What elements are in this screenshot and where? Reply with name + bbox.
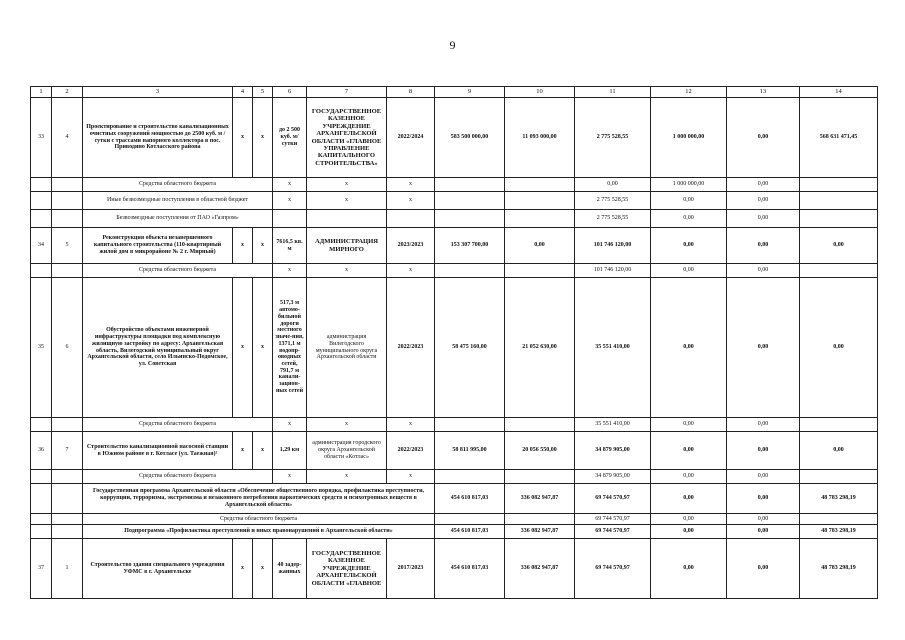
customer: администрация городского округа Архангельской области «Котлас» xyxy=(307,432,387,470)
amount-cell: 0,00 xyxy=(727,210,800,228)
amount-cell: 583 500 000,00 xyxy=(435,98,505,178)
amount-cell: 101 746 120,00 xyxy=(575,228,651,264)
funding-source: Средства областного бюджета xyxy=(83,418,273,432)
amount-cell: 454 610 817,03 xyxy=(435,525,505,539)
amount-cell: 0,00 xyxy=(727,264,800,278)
amount-cell: 0,00 xyxy=(800,278,878,418)
object-name: Строительство канализационной насосной станции в Южном районе в г. Котласе (ул. Таежная)² xyxy=(83,432,233,470)
funding-source: Средства областного бюджета xyxy=(83,470,273,484)
row-subnumber: 6 xyxy=(52,278,83,418)
object-name: Проектирование и строительство канализационных очистных сооружений мощностью до 2500 куб. м / сутки с трассами напорного коллектора в пос. Приводино Котласского района xyxy=(83,98,233,178)
amount-cell: 0,00 xyxy=(800,432,878,470)
table-row xyxy=(31,432,878,470)
amount-cell: 0,00 xyxy=(727,432,800,470)
amount-cell: 336 082 947,87 xyxy=(505,539,575,599)
amount-cell: 0,00 xyxy=(651,514,727,525)
cell: х xyxy=(253,432,273,470)
funding-source: Безвозмездные поступления от ПАО «Газпром» xyxy=(83,210,273,228)
column-number: 3 xyxy=(83,87,233,98)
cell: х xyxy=(253,539,273,599)
amount-cell: 2 775 528,55 xyxy=(575,210,651,228)
amount-cell: 58 475 160,00 xyxy=(435,278,505,418)
column-number: 9 xyxy=(435,87,505,98)
amount-cell: 454 610 817,03 xyxy=(435,484,505,514)
table-row xyxy=(31,539,878,599)
column-number: 8 xyxy=(387,87,435,98)
cell: х xyxy=(387,264,435,278)
amount-cell: 101 746 120,00 xyxy=(575,264,651,278)
table-row xyxy=(31,514,878,525)
cell: х xyxy=(307,264,387,278)
amount-cell: 21 052 630,00 xyxy=(505,278,575,418)
column-number: 12 xyxy=(651,87,727,98)
cell: х xyxy=(387,192,435,210)
subprogram-row xyxy=(31,525,878,539)
amount-cell: 34 879 905,00 xyxy=(575,470,651,484)
cell: х xyxy=(307,418,387,432)
table-row xyxy=(31,278,878,418)
cell: х xyxy=(307,470,387,484)
object-capacity: 517,3 м автомо-бильной дороги местного значе-ния, 1371,1 м водопр-оводных сетей, 791,7 м канали-зацион-ных сетей xyxy=(273,278,307,418)
amount-cell: 0,00 xyxy=(651,484,727,514)
amount-cell: 336 082 947,87 xyxy=(505,525,575,539)
amount-cell: 0,00 xyxy=(800,228,878,264)
construction-years: 2017/2023 xyxy=(387,539,435,599)
row-subnumber: 4 xyxy=(52,98,83,178)
cell: х xyxy=(307,178,387,192)
column-number: 7 xyxy=(307,87,387,98)
table-row xyxy=(31,192,878,210)
amount-cell: 0,00 xyxy=(651,264,727,278)
investment-table xyxy=(30,86,878,599)
amount-cell: 0,00 xyxy=(651,192,727,210)
funding-source: Средства областного бюджета xyxy=(83,178,273,192)
amount-cell: 0,00 xyxy=(727,539,800,599)
row-number: 34 xyxy=(31,228,52,264)
amount-cell: 0,00 xyxy=(727,525,800,539)
cell: х xyxy=(387,418,435,432)
column-number: 2 xyxy=(52,87,83,98)
object-capacity: 40 задер-жанных xyxy=(273,539,307,599)
construction-years: 2023/2023 xyxy=(387,228,435,264)
object-capacity: до 2 500 куб. м/ сутки xyxy=(273,98,307,178)
cell: х xyxy=(273,178,307,192)
amount-cell: 0,00 xyxy=(651,525,727,539)
amount-cell: 20 056 550,00 xyxy=(505,432,575,470)
table-row xyxy=(31,98,878,178)
amount-cell: 568 631 471,45 xyxy=(800,98,878,178)
amount-cell: 48 783 298,19 xyxy=(800,525,878,539)
amount-cell: 0,00 xyxy=(651,228,727,264)
amount-cell: 0,00 xyxy=(727,484,800,514)
amount-cell: 1 000 000,00 xyxy=(651,98,727,178)
table-row xyxy=(31,210,878,228)
object-capacity: 1,29 км xyxy=(273,432,307,470)
table-row xyxy=(31,228,878,264)
cell: х xyxy=(233,278,253,418)
amount-cell: 0,00 xyxy=(727,192,800,210)
row-number: 35 xyxy=(31,278,52,418)
amount-cell: 0,00 xyxy=(727,418,800,432)
cell: х xyxy=(273,418,307,432)
amount-cell: 0,00 xyxy=(651,539,727,599)
cell: х xyxy=(273,470,307,484)
object-name: Строительство здания специального учреждения УФМС в г. Архангельске xyxy=(83,539,233,599)
column-number: 10 xyxy=(505,87,575,98)
row-number: 37 xyxy=(31,539,52,599)
amount-cell: 0,00 xyxy=(727,514,800,525)
amount-cell: 336 082 947,87 xyxy=(505,484,575,514)
object-name: Обустройство объектами инженерной инфраструктуры площадки под комплексную жилищную застройку по адресу: Архангельская область, Вилегодский муниципальный округ Архангельской области, село Ильинско-Подомское, ул. Советская xyxy=(83,278,233,418)
column-number: 6 xyxy=(273,87,307,98)
row-number: 36 xyxy=(31,432,52,470)
amount-cell: 0,00 xyxy=(651,418,727,432)
construction-years: 2022/2023 xyxy=(387,432,435,470)
amount-cell: 34 879 905,00 xyxy=(575,432,651,470)
amount-cell: 0,00 xyxy=(727,98,800,178)
cell: х xyxy=(253,98,273,178)
amount-cell: 48 783 298,19 xyxy=(800,484,878,514)
funding-source: Средства областного бюджета xyxy=(83,514,435,525)
amount-cell: 0,00 xyxy=(727,470,800,484)
customer: АДМИНИСТРАЦИЯ МИРНОГО xyxy=(307,228,387,264)
column-number: 1 xyxy=(31,87,52,98)
customer: ГОСУДАРСТВЕННОЕ КАЗЕННОЕ УЧРЕЖДЕНИЕ АРХАНГЕЛЬСКОЙ ОБЛАСТИ «ГЛАВНОЕ УПРАВЛЕНИЕ КАПИТАЛЬНОГО СТРОИТЕЛЬСТВА» xyxy=(307,98,387,178)
cell: х xyxy=(387,470,435,484)
table-row xyxy=(31,418,878,432)
subprogram-title: Подпрограмма «Профилактика преступлений и иных правонарушений в Архангельской области» xyxy=(83,525,435,539)
amount-cell: 35 551 410,00 xyxy=(575,418,651,432)
cell: х xyxy=(253,278,273,418)
amount-cell: 58 811 995,00 xyxy=(435,432,505,470)
row-subnumber: 5 xyxy=(52,228,83,264)
amount-cell: 69 744 570,97 xyxy=(575,525,651,539)
program-title: Государственная программа Архангельской области «Обеспечение общественного порядка, профилактика преступности, коррупции, терроризма, экстремизма и незаконного потребления наркотических средств и психотропных веществ в Архангельской области» xyxy=(83,484,435,514)
amount-cell: 11 093 000,00 xyxy=(505,98,575,178)
table-row xyxy=(31,178,878,192)
cell: х xyxy=(233,98,253,178)
column-number: 11 xyxy=(575,87,651,98)
cell: х xyxy=(273,264,307,278)
amount-cell: 2 775 528,55 xyxy=(575,192,651,210)
amount-cell: 69 744 570,97 xyxy=(575,484,651,514)
amount-cell: 0,00 xyxy=(727,278,800,418)
amount-cell: 0,00 xyxy=(651,432,727,470)
amount-cell: 69 744 570,97 xyxy=(575,514,651,525)
amount-cell: 69 744 570,97 xyxy=(575,539,651,599)
amount-cell: 0,00 xyxy=(727,178,800,192)
row-subnumber: 7 xyxy=(52,432,83,470)
customer: администрация Вилегодского муниципального округа Архангельской области xyxy=(307,278,387,418)
column-number: 13 xyxy=(727,87,800,98)
amount-cell: 0,00 xyxy=(651,210,727,228)
cell: х xyxy=(307,192,387,210)
amount-cell: 0,00 xyxy=(505,228,575,264)
construction-years: 2022/2023 xyxy=(387,278,435,418)
object-capacity: 7616,5 кв. м xyxy=(273,228,307,264)
cell: х xyxy=(387,178,435,192)
amount-cell: 0,00 xyxy=(727,228,800,264)
column-number: 5 xyxy=(253,87,273,98)
cell: х xyxy=(233,432,253,470)
page-number: 9 xyxy=(449,38,456,52)
amount-cell: 48 783 298,19 xyxy=(800,539,878,599)
row-number: 33 xyxy=(31,98,52,178)
amount-cell: 454 610 817,03 xyxy=(435,539,505,599)
cell: х xyxy=(233,539,253,599)
customer: ГОСУДАРСТВЕННОЕ КАЗЕННОЕ УЧРЕЖДЕНИЕ АРХАНГЕЛЬСКОЙ ОБЛАСТИ «ГЛАВНОЕ xyxy=(307,539,387,599)
table-row xyxy=(31,264,878,278)
funding-source: Средства областного бюджета xyxy=(83,264,273,278)
amount-cell: 1 000 000,00 xyxy=(651,178,727,192)
column-number: 4 xyxy=(233,87,253,98)
cell: х xyxy=(253,228,273,264)
amount-cell: 153 307 700,00 xyxy=(435,228,505,264)
cell: х xyxy=(273,192,307,210)
amount-cell: 0,00 xyxy=(575,178,651,192)
amount-cell: 0,00 xyxy=(651,278,727,418)
amount-cell: 35 551 410,00 xyxy=(575,278,651,418)
object-name: Реконструкция объекта незавершенного капитального строительства (110-квартирный жилой дом в микрорайоне № 2 г. Мирный) xyxy=(83,228,233,264)
table-row xyxy=(31,470,878,484)
column-number-row xyxy=(31,87,878,98)
column-number: 14 xyxy=(800,87,878,98)
amount-cell: 2 775 528,55 xyxy=(575,98,651,178)
row-subnumber: 1 xyxy=(52,539,83,599)
cell: х xyxy=(233,228,253,264)
funding-source: Иные безвозмездные поступления в областной бюджет xyxy=(83,192,273,210)
construction-years: 2022/2024 xyxy=(387,98,435,178)
amount-cell: 0,00 xyxy=(651,470,727,484)
program-row xyxy=(31,484,878,514)
